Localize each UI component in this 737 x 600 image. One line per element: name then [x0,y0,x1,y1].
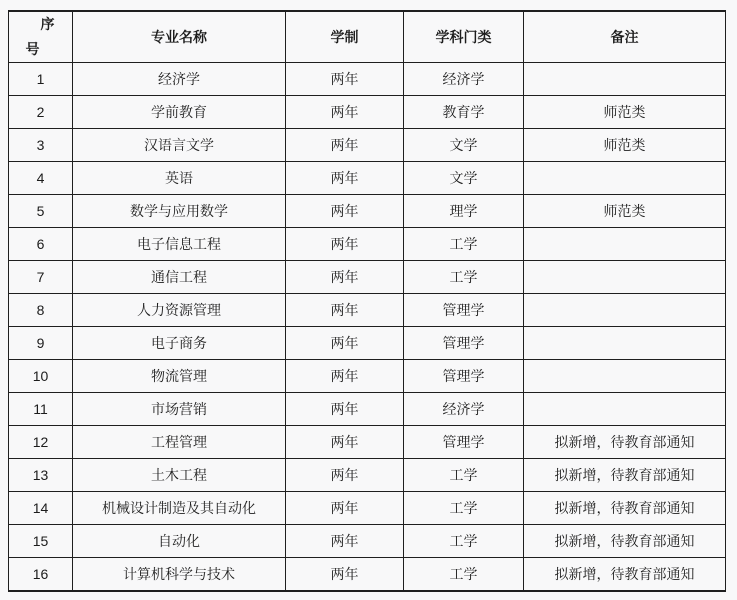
cell-remarks [524,162,726,195]
cell-duration: 两年 [286,360,404,393]
cell-remarks: 拟新增，待教育部通知 [524,459,726,492]
cell-major-name: 英语 [73,162,286,195]
cell-seq-number: 6 [9,228,73,261]
cell-remarks: 拟新增，待教育部通知 [524,558,726,592]
cell-major-name: 机械设计制造及其自动化 [73,492,286,525]
cell-duration: 两年 [286,492,404,525]
cell-discipline-category: 工学 [404,459,524,492]
cell-remarks: 拟新增，待教育部通知 [524,426,726,459]
cell-major-name: 通信工程 [73,261,286,294]
cell-discipline-category: 工学 [404,558,524,592]
majors-table [8,10,726,592]
header-major-name: 专业名称 [73,11,286,63]
cell-remarks: 师范类 [524,195,726,228]
cell-seq-number: 13 [9,459,73,492]
cell-seq-number: 5 [9,195,73,228]
cell-duration: 两年 [286,162,404,195]
table-row [9,261,726,294]
cell-duration: 两年 [286,426,404,459]
cell-discipline-category: 经济学 [404,393,524,426]
cell-major-name: 汉语言文学 [73,129,286,162]
cell-duration: 两年 [286,63,404,96]
cell-seq-number: 7 [9,261,73,294]
cell-major-name: 市场营销 [73,393,286,426]
cell-major-name: 土木工程 [73,459,286,492]
cell-duration: 两年 [286,327,404,360]
header-discipline-category: 学科门类 [404,11,524,63]
cell-remarks [524,63,726,96]
cell-discipline-category: 管理学 [404,327,524,360]
cell-discipline-category: 工学 [404,261,524,294]
cell-seq-number: 3 [9,129,73,162]
cell-discipline-category: 教育学 [404,96,524,129]
cell-remarks: 师范类 [524,129,726,162]
table-header [9,11,726,63]
cell-major-name: 物流管理 [73,360,286,393]
header-seq-number-label: 序号 [25,16,55,57]
cell-duration: 两年 [286,195,404,228]
cell-seq-number: 15 [9,525,73,558]
cell-remarks: 师范类 [524,96,726,129]
table-row [9,162,726,195]
cell-major-name: 电子商务 [73,327,286,360]
cell-duration: 两年 [286,393,404,426]
table-row [9,459,726,492]
cell-duration: 两年 [286,96,404,129]
cell-seq-number: 12 [9,426,73,459]
cell-remarks [524,228,726,261]
cell-remarks: 拟新增，待教育部通知 [524,525,726,558]
cell-major-name: 经济学 [73,63,286,96]
table-row [9,294,726,327]
cell-seq-number: 16 [9,558,73,592]
cell-discipline-category: 工学 [404,228,524,261]
cell-seq-number: 2 [9,96,73,129]
table-row [9,525,726,558]
cell-remarks [524,360,726,393]
cell-remarks: 拟新增，待教育部通知 [524,492,726,525]
cell-discipline-category: 经济学 [404,63,524,96]
cell-discipline-category: 文学 [404,162,524,195]
cell-duration: 两年 [286,228,404,261]
table-row [9,96,726,129]
table-row [9,228,726,261]
header-row [9,11,726,63]
cell-discipline-category: 工学 [404,525,524,558]
cell-major-name: 工程管理 [73,426,286,459]
table-row [9,195,726,228]
cell-duration: 两年 [286,129,404,162]
table-row [9,327,726,360]
table-row [9,492,726,525]
cell-duration: 两年 [286,459,404,492]
cell-seq-number: 1 [9,63,73,96]
cell-seq-number: 9 [9,327,73,360]
cell-discipline-category: 管理学 [404,360,524,393]
table-row [9,426,726,459]
cell-major-name: 人力资源管理 [73,294,286,327]
cell-discipline-category: 理学 [404,195,524,228]
cell-remarks [524,327,726,360]
cell-duration: 两年 [286,294,404,327]
cell-major-name: 计算机科学与技术 [73,558,286,592]
cell-seq-number: 14 [9,492,73,525]
cell-seq-number: 8 [9,294,73,327]
cell-discipline-category: 管理学 [404,294,524,327]
header-seq-number [9,11,73,63]
cell-seq-number: 4 [9,162,73,195]
cell-duration: 两年 [286,525,404,558]
cell-seq-number: 11 [9,393,73,426]
cell-remarks [524,261,726,294]
table-row [9,393,726,426]
cell-remarks [524,393,726,426]
table-row [9,360,726,393]
table-row [9,129,726,162]
cell-discipline-category: 文学 [404,129,524,162]
majors-table-container [8,10,726,592]
cell-discipline-category: 管理学 [404,426,524,459]
cell-major-name: 电子信息工程 [73,228,286,261]
cell-major-name: 数学与应用数学 [73,195,286,228]
header-duration: 学制 [286,11,404,63]
table-row [9,63,726,96]
cell-seq-number: 10 [9,360,73,393]
cell-duration: 两年 [286,261,404,294]
cell-remarks [524,294,726,327]
header-remarks: 备注 [524,11,726,63]
cell-discipline-category: 工学 [404,492,524,525]
table-body [9,63,726,592]
cell-major-name: 学前教育 [73,96,286,129]
cell-major-name: 自动化 [73,525,286,558]
cell-duration: 两年 [286,558,404,592]
table-row [9,558,726,592]
